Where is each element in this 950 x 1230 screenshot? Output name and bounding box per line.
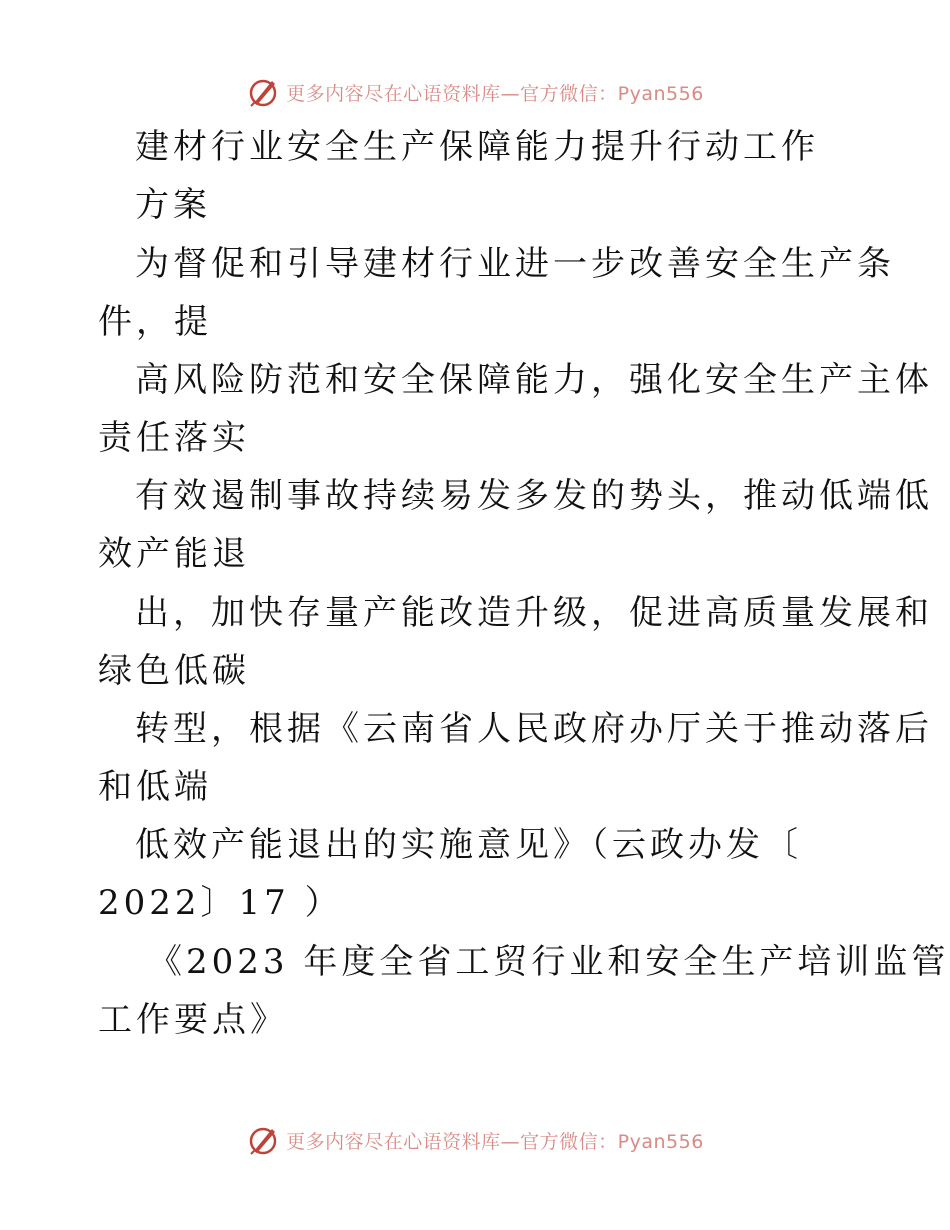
title-line-2: 方案 xyxy=(135,185,211,225)
text-line: 有效遏制事故持续易发多发的势头，推动低端低 xyxy=(135,476,933,516)
quill-pen-logo-icon xyxy=(246,75,280,109)
header-watermark xyxy=(0,72,950,112)
text-line: 转型，根据《云南省人民政府办厅关于推动落后 xyxy=(135,709,933,749)
text-line: 工作要点》 xyxy=(98,1000,288,1040)
title-line-1: 建材行业安全生产保障能力提升行动工作 xyxy=(135,127,819,167)
text-line: 绿色低碳 xyxy=(98,651,250,691)
text-line: 出，加快存量产能改造升级，促进高质量发展和 xyxy=(135,593,933,633)
text-line: 低效产能退出的实施意见》（云政办发〔 xyxy=(135,825,802,865)
text-line: 效产能退 xyxy=(98,534,250,574)
watermark-text: 更多内容尽在心语资料库—官方微信：Pyan556 xyxy=(286,82,704,105)
text-line: 2022〕17 ） xyxy=(98,883,343,923)
quill-pen-logo-icon xyxy=(246,1123,280,1157)
text-line: 高风险防范和安全保障能力，强化安全生产主体 xyxy=(135,360,933,400)
watermark-text: 更多内容尽在心语资料库—官方微信：Pyan556 xyxy=(286,1130,704,1153)
text-line: 《2023 年度全省工贸行业和安全生产培训监管 xyxy=(148,942,950,982)
text-line: 为督促和引导建材行业进一步改善安全生产条 xyxy=(135,244,895,284)
text-line: 和低端 xyxy=(98,767,212,807)
text-line: 责任落实 xyxy=(98,418,250,458)
text-line: 件，提 xyxy=(98,302,212,342)
footer-watermark xyxy=(0,1120,950,1160)
